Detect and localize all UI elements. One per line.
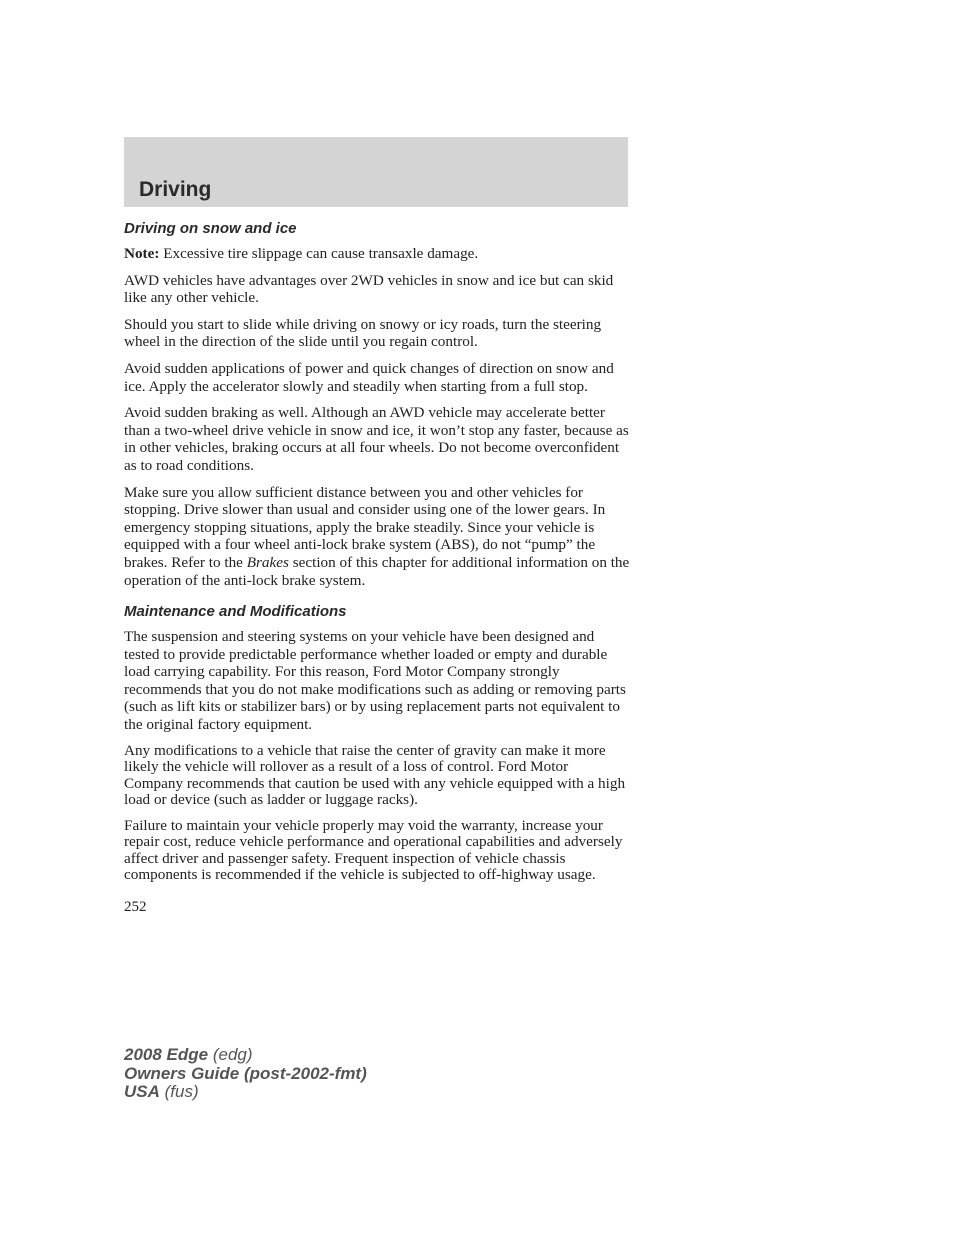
page-number: 252 [124, 898, 147, 915]
body-paragraph: The suspension and steering systems on your vehicle have been designed and tested to provide predictable performance whether loaded or empty and durable load carrying capability. For this reason, Ford Motor Company strongly recommends that you do not make modifications such as adding or removing parts (such as lift kits or stabilizer bars) or by using replacement parts not equivalent to the original factory equipment. [124, 628, 626, 734]
note-label: Note: [124, 245, 160, 262]
paragraph-text: section of this chapter for additional information on the operation of the anti-lock brake system. [124, 553, 630, 589]
document-footer [124, 1046, 367, 1102]
footer-market: USA [124, 1082, 160, 1101]
body-paragraph: Avoid sudden braking as well. Although an AWD vehicle may accelerate better than a two-wheel drive vehicle in snow and ice, it won’t stop any faster, because as in other vehicles, braking occurs at all four wheels. Do not become overconfident as to road conditions. [124, 404, 629, 474]
footer-line-model [124, 1046, 367, 1065]
footer-model-code: (edg) [208, 1045, 253, 1064]
body-paragraph: Should you start to slide while driving on snowy or icy roads, turn the steering wheel in the direction of the slide until you regain control. [124, 315, 602, 351]
footer-market-code: (fus) [159, 1082, 199, 1101]
body-paragraph: Failure to maintain your vehicle properly may void the warranty, increase your repair cost, reduce vehicle performance and operational capabilities and adversely affect driver and passenger safety. Frequent inspection of vehicle chassis components is recommended if the vehicle is subjected to off-highway usage. [124, 816, 623, 884]
chapter-title: Driving [139, 178, 212, 201]
body-paragraph: Avoid sudden applications of power and quick changes of direction on snow and ice. Apply the accelerator slowly and steadily when starting from a full stop. [124, 359, 614, 395]
footer-line-guide [124, 1065, 367, 1084]
body-paragraph-brakes-reference [124, 484, 630, 590]
note-text: Excessive tire slippage can cause transaxle damage. [159, 245, 479, 262]
footer-guide: Owners Guide (post-2002-fmt) [124, 1063, 367, 1083]
page-content [124, 220, 630, 916]
paragraph-text: Make sure you allow sufficient distance between you and other vehicles for stopping. Drive slower than usual and consider using one of the lower gears. In emergency stopping situations, apply the brake steadily. Since your vehicle is equipped with a four wheel anti-lock brake system (ABS), do not “pump” the brakes. Refer to the [124, 483, 606, 571]
footer-line-market [124, 1083, 367, 1102]
brakes-section-reference: Brakes [246, 553, 289, 571]
body-paragraph: Any modifications to a vehicle that raise the center of gravity can make it more likely the vehicle will rollover as a result of a loss of control. Ford Motor Company recommends that caution be used with any vehicle equipped with a high load or device (such as ladder or luggage racks). [124, 741, 626, 809]
note-paragraph [124, 245, 630, 263]
section-heading-snow-ice: Driving on snow and ice [124, 220, 297, 237]
chapter-header-band [124, 137, 628, 207]
section-heading-maintenance: Maintenance and Modifications [124, 603, 347, 621]
footer-model: 2008 Edge [124, 1045, 209, 1064]
body-paragraph: AWD vehicles have advantages over 2WD vehicles in snow and ice but can skid like any other vehicle. [124, 271, 614, 307]
